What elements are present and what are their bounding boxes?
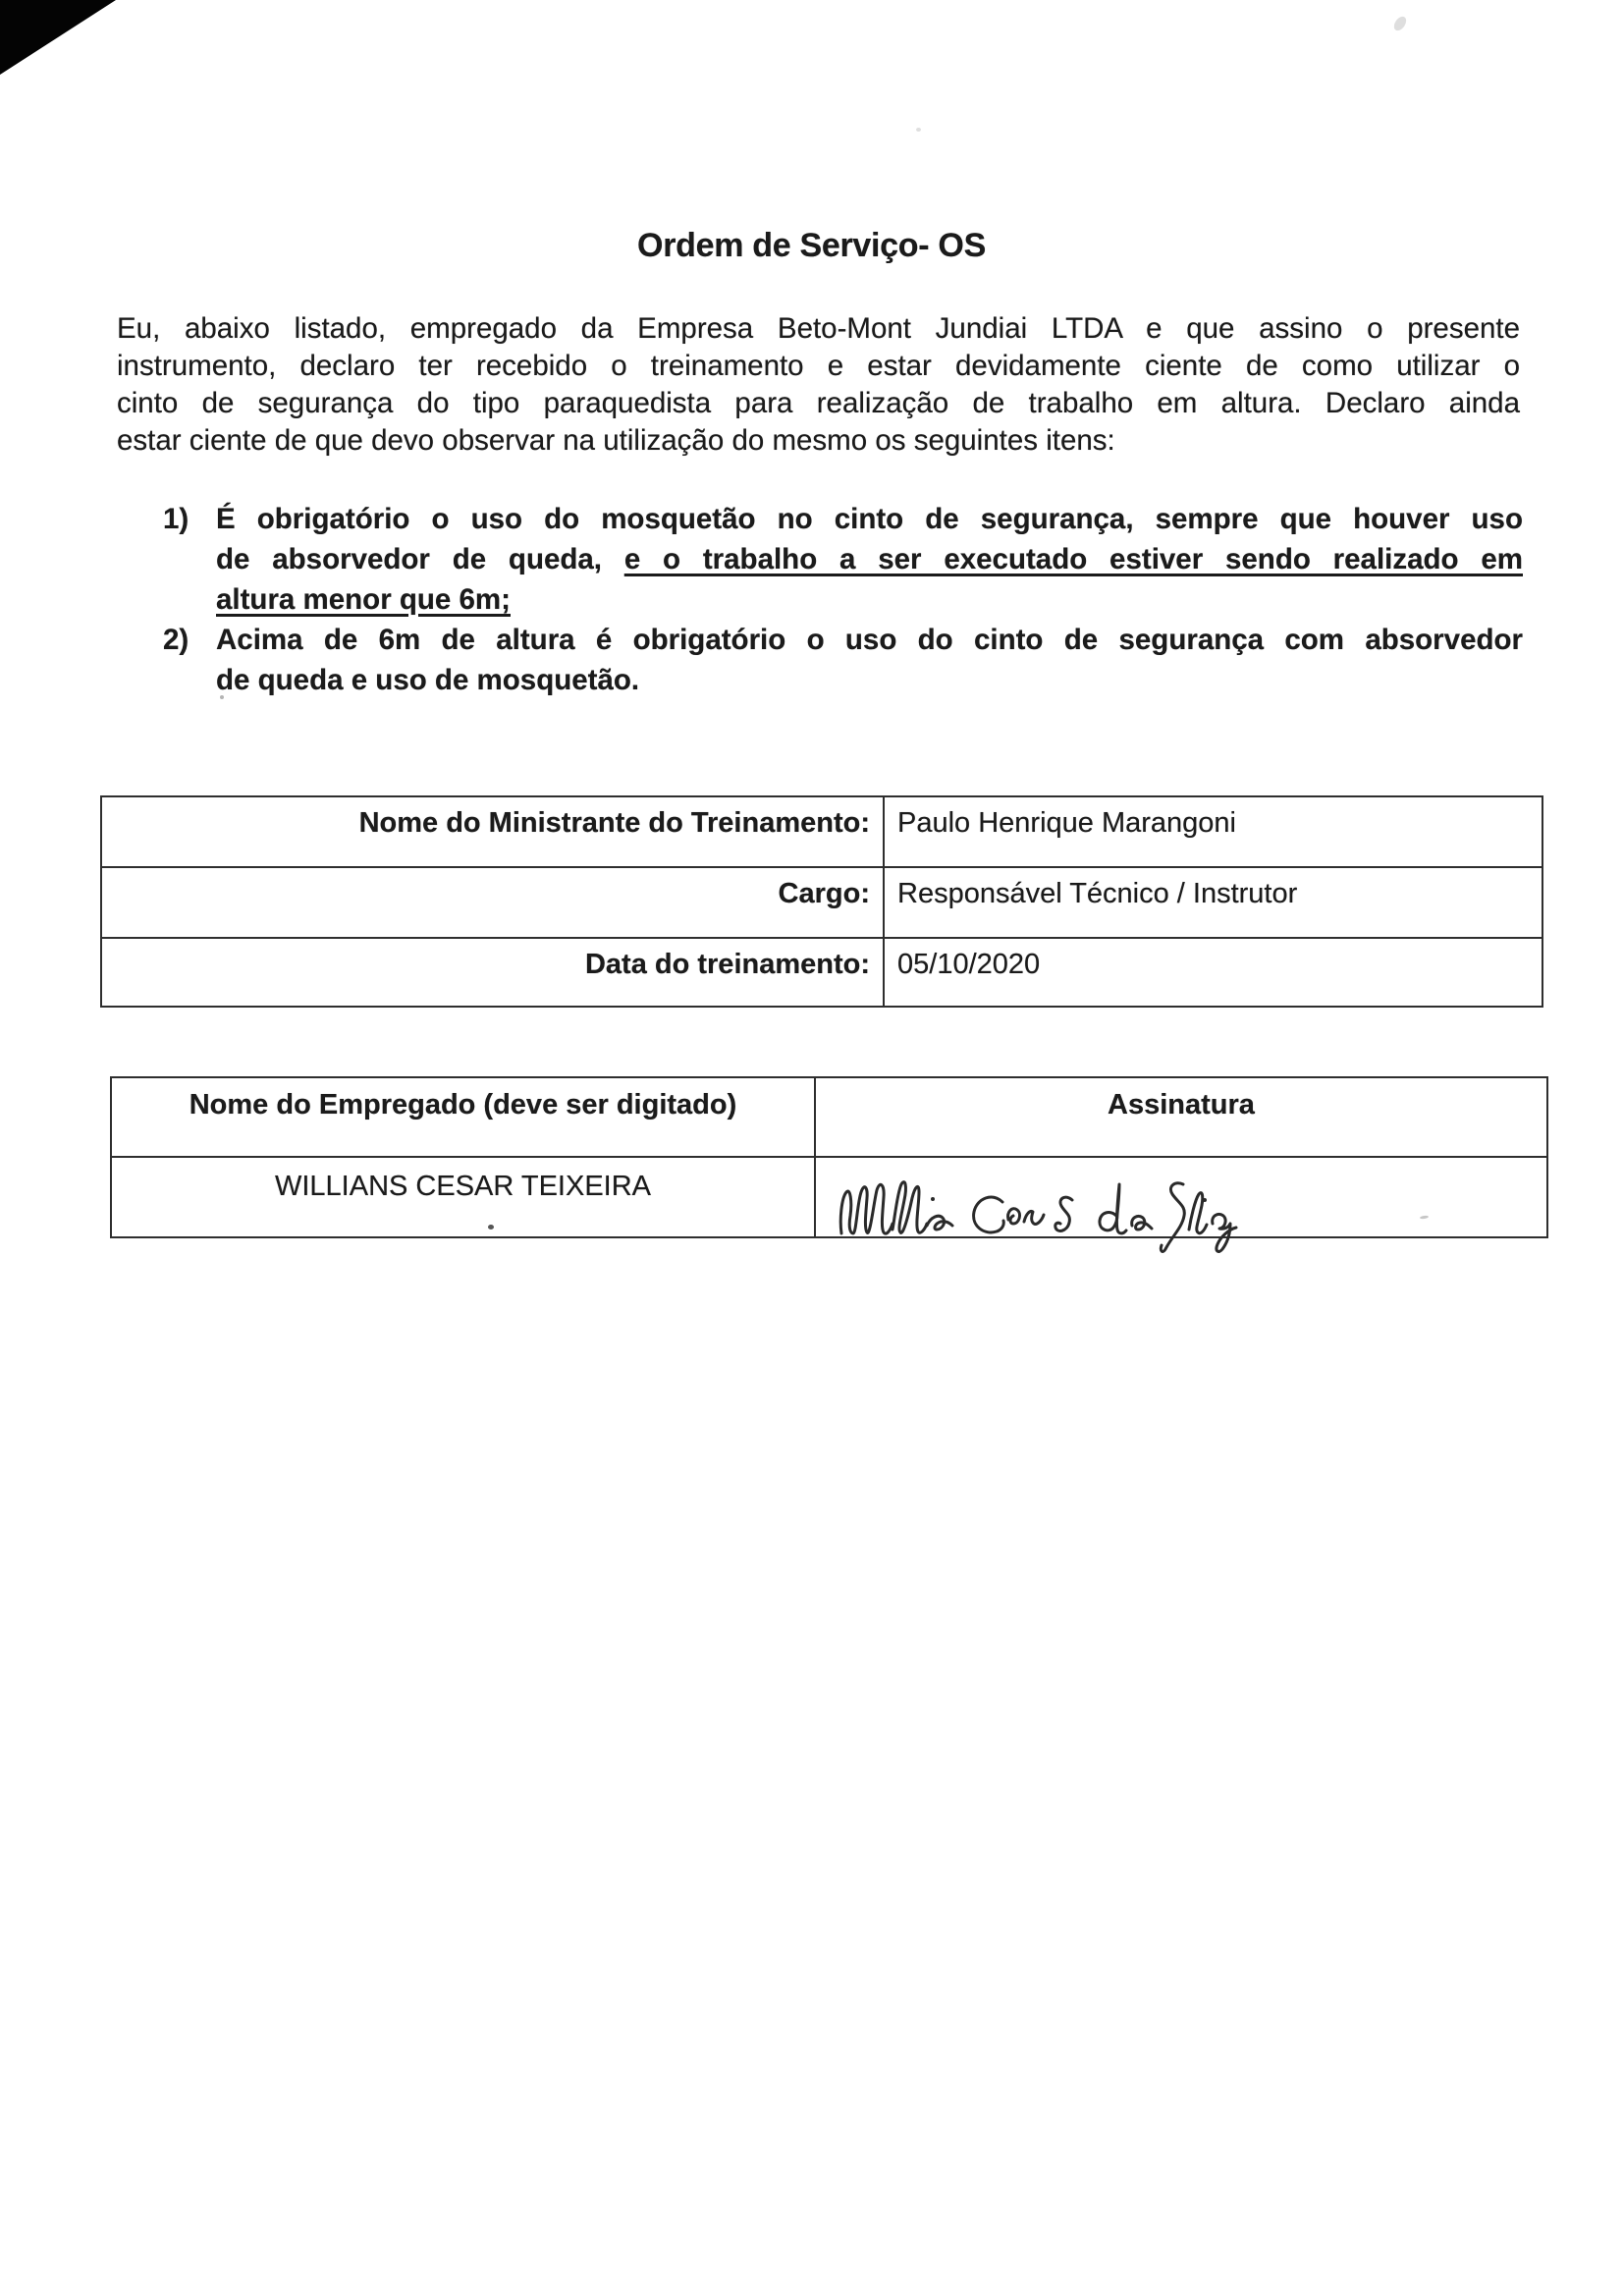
list-text: É obrigatório o uso do mosquetão no cinto de segurança, sempre que houver uso — [216, 503, 1523, 535]
list-text: de queda e uso de mosquetão. — [216, 664, 640, 696]
numbered-list — [117, 499, 1523, 700]
intro-line: estar ciente de que devo observar na utilização do mesmo os seguintes itens: — [117, 424, 1115, 457]
employee-name-header-cell: Nome do Empregado (deve ser digitado) — [112, 1078, 816, 1156]
employee-table-data-row — [112, 1156, 1546, 1236]
table-row-label: Cargo: — [102, 868, 885, 937]
signature-header-cell: Assinatura — [1108, 1089, 1255, 1121]
table-row-label: Data do treinamento: — [102, 939, 885, 1006]
employee-name-cell: WILLIANS CESAR TEIXEIRA — [112, 1158, 816, 1236]
list-item-marker: 2) — [163, 624, 189, 656]
scan-corner-artifact — [0, 0, 116, 75]
intro-line: instrumento, declaro ter recebido o treinamento e estar devidamente ciente de como utilizar o — [117, 350, 1520, 382]
list-item — [117, 620, 1523, 700]
employee-table-header-row — [112, 1078, 1546, 1156]
table-row — [102, 797, 1542, 866]
scan-speck — [916, 128, 921, 132]
list-item-line — [216, 499, 1523, 539]
table-row-value: Responsável Técnico / Instrutor — [897, 878, 1298, 909]
trainer-table — [100, 795, 1543, 1008]
table-row — [102, 866, 1542, 937]
list-item-line — [216, 579, 1523, 620]
signature-cell — [816, 1158, 1546, 1236]
table-row-label: Nome do Ministrante do Treinamento: — [102, 797, 885, 866]
list-item-line — [216, 539, 1523, 579]
scan-speck — [1391, 15, 1408, 33]
employee-table — [110, 1076, 1548, 1238]
underlined-text: e o trabalho a ser executado estiver sendo realizado em — [623, 543, 1523, 575]
table-row — [102, 937, 1542, 1006]
list-item-marker: 1) — [163, 503, 189, 535]
list-item-line — [216, 660, 1523, 700]
list-item — [117, 499, 1523, 620]
list-item-line — [216, 620, 1523, 660]
intro-paragraph — [117, 310, 1520, 460]
underlined-text: altura menor que 6m; — [216, 583, 511, 616]
intro-line: cinto de segurança do tipo paraquedista para realização de trabalho em altura. Declaro ainda — [117, 387, 1520, 419]
table-row-value: Paulo Henrique Marangoni — [897, 807, 1236, 839]
list-text: de absorvedor de queda, — [216, 543, 624, 575]
list-text: Acima de 6m de altura é obrigatório o uso do cinto de segurança com absorvedor — [216, 624, 1523, 656]
intro-line: Eu, abaixo listado, empregado da Empresa Beto-Mont Jundiai LTDA e que assino o presente — [117, 312, 1520, 345]
page-title: Ordem de Serviço- OS — [637, 227, 986, 264]
table-row-value: 05/10/2020 — [897, 949, 1041, 980]
